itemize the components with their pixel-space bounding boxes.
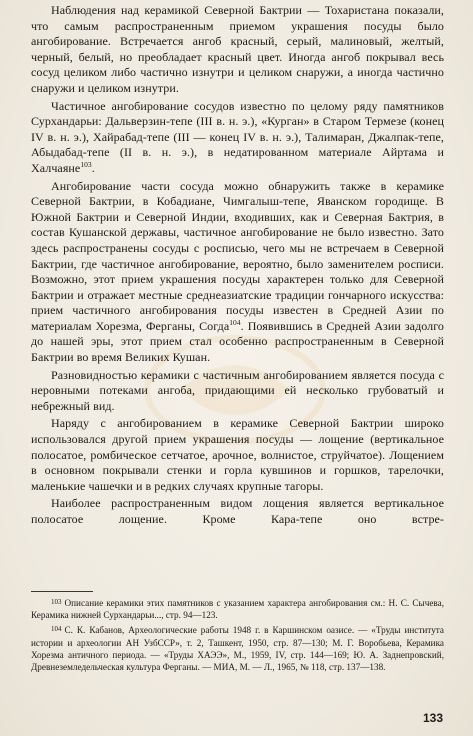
page-number: 133 — [422, 711, 443, 725]
footnote-number: 103 — [51, 598, 62, 606]
paragraph-4-text: Разновидностью керамики с частичным ангобированием является посуда с неровными потеками ангоба, придающими ей несколько грубоватый и небрежный вид. — [31, 367, 444, 413]
footnote-ref-104[interactable]: 104 — [229, 317, 241, 327]
paragraph-6 — [31, 496, 444, 527]
footnotes — [31, 596, 444, 675]
paragraph-1 — [31, 3, 444, 97]
footnote-103 — [31, 596, 444, 621]
paragraph-3-cont: Появившись в Средней Азии задолго до нашей эры, этот прием стал особенно распространенным в Северной Бактрии во время Великих Кушан. — [31, 318, 444, 365]
paragraph-3 — [31, 179, 444, 366]
paragraph-3-tail: . — [240, 318, 244, 333]
footnote-text: С. К. Кабанов, Археологические работы 1948 г. в Каршинском оазисе. — «Труды института истории и археологии АН УзбССР», т. 2, Ташкент, 1950, стр. 87—130; М. Г. Воробьева, Керамика Хорезма античного периода. — «Труды ХАЭЭ», М., 1959, IV, стр. 144—169; Ю. А. Заднепровский, Древнеземледельческая культура Ферганы. — МИА, М. — Л., 1965, № 118, стр. 137—138. — [31, 625, 444, 673]
paragraph-5 — [31, 416, 444, 494]
paragraph-2: Частичное ангобирование сосудов известно по целому ряду памятников Сурхандарьи: Дальверзин-тепе (III в. н. э.), «Курган» в Старом Термезе (конец IV в. н. э.), Хайрабад-тепе (III — конец IV в. н. э.), Талимаран, Джалпак-тепе, Абыдабад-тепе (II в. н. э.), в недатированном материале Айртама и Халчаяне$^{103}$. — [31, 98, 444, 175]
footnote-divider — [31, 591, 93, 592]
footnote-number: 104 — [51, 625, 62, 634]
footnote-ref-103[interactable]: 103 — [80, 159, 92, 169]
paragraph-6-text: Наиболее распространенным видом лощения является вертикальное полосатое лощение. Кроме Кара-тепе оно встре- — [31, 496, 444, 526]
main-text — [31, 3, 444, 530]
paragraph-4 — [31, 368, 444, 415]
paragraph-2-text: Частичное ангобирование сосудов известно по целому ряду памятников Сурхандарьи: Дальверзин-тепе (III в. н. э.), «Курган» в Старом Термезе (конец IV в. н. э.), Хайрабад-тепе (III — конец IV в. н. э.), Талимаран, Джалпак-тепе, Абыдабад-тепе (II в. н. э.), в недатированном материале Айртама и Халчаяне — [31, 98, 444, 175]
footnote-text: Описание керамики этих памятников с указанием характера ангобирования см.: Н. С. Сычева, Керамика нижней Сурхандарьи..., стр. 94—123. — [31, 598, 444, 621]
paragraph-1-text: Наблюдения над керамикой Северной Бактрии — Тохаристана показали, что самым распространенным приемом украшения посуды было ангобирование. Встречается ангоб красный, серый, малиновый, желтый, черный, белый, но преобладает красный цвет. Иногда ангоб покрывал весь сосуд целиком либо частично изнутри и целиком снаружи, а иногда частично снаружи и целиком изнутри. — [31, 3, 444, 95]
footnote-104 — [31, 623, 444, 673]
paragraph-5-text: Наряду с ангобированием в керамике Северной Бактрии широко использовался другой прием украшения посуды — лощение (вертикальное полосатое, ромбическое сетчатое, арочное, волнистое, струйчатое). Лощением в основном покрывали стенки и горла кувшинов и горшков, тарелочки, маленькие чашечки и в редких случаях крупные тагоры. — [31, 416, 444, 493]
paragraph-3-text: Ангобирование части сосуда можно обнаружить также в керамике Северной Бактрии, в Кобадиане, Чимгалыш-тепе, Яванском городище. В Южной Бактрии и Северной Индии, входивших, как и Северная Бактрия, в состав Кушанской державы, частичное ангобирование не было известно. Зато здесь распространены сосуды с росписью, чего мы не встречаем в Северной Бактрии, где частичное ангобирование, вероятно, было заменителем росписи. Возможно, этот прием украшения посуды характерен только для Северной Бактрии и отражает местные среднеазиатские традиции гончарного искусства: прием частичного ангобирования посуды известен в Средней Азии по материалам Хорезма, Ферганы, Согда — [31, 178, 444, 333]
